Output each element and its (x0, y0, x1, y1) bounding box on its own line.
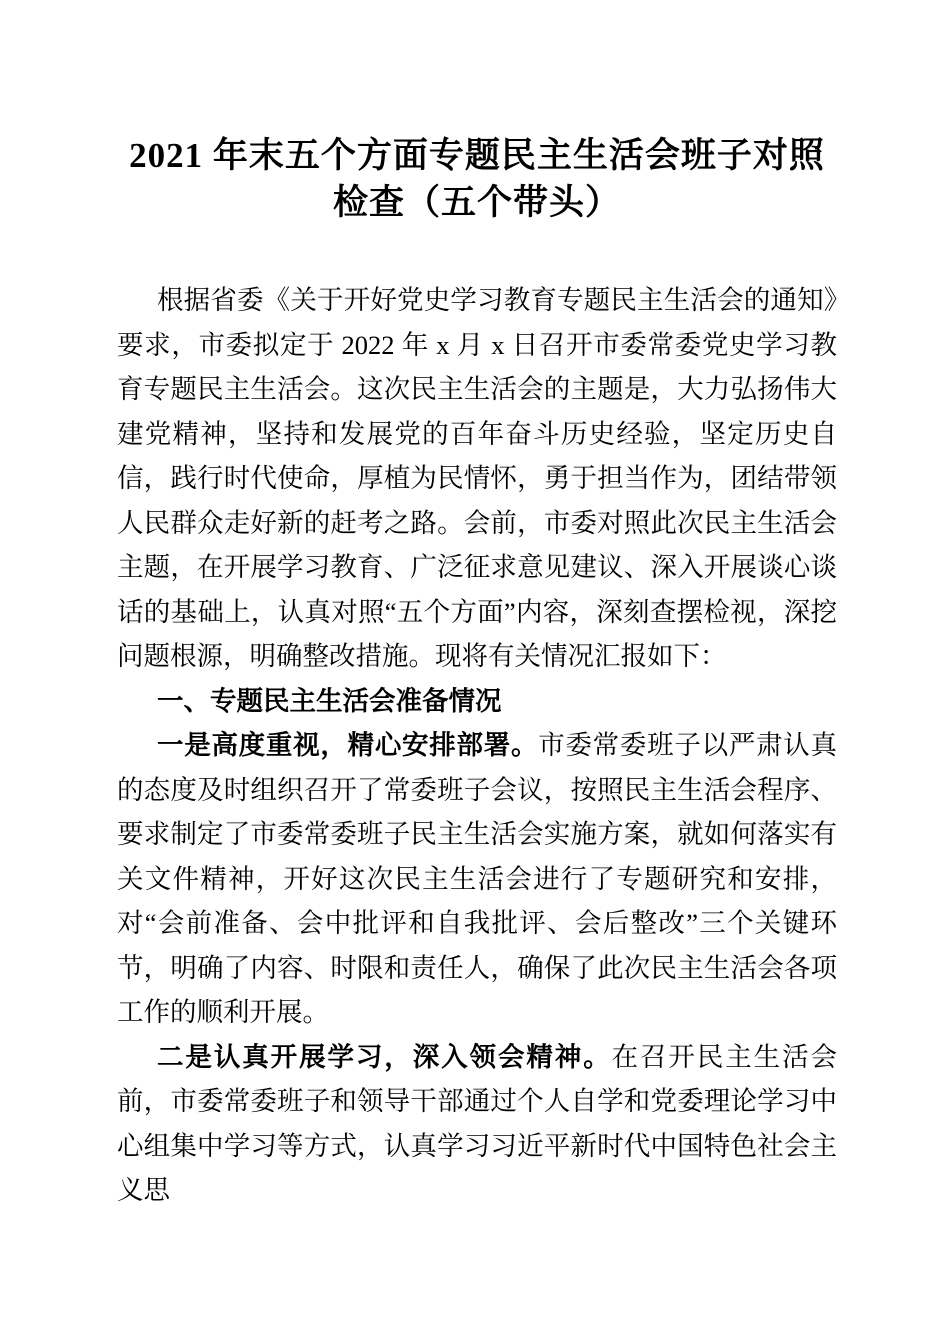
document-title-line-1: 2021 年末五个方面专题民主生活会班子对照 (129, 136, 825, 175)
section-1-paragraph-2-text: 在召开民主生活会前，市委常委班子和领导干部通过个人自学和党委理论学习中心组集中学习等方式，认真学习习近平新时代中国特色社会主义思 (117, 1041, 838, 1205)
section-1-paragraph-1-lead: 一是高度重视，精心安排部署。 (157, 730, 539, 760)
intro-paragraph: 根据省委《关于开好党史学习教育专题民主生活会的通知》要求，市委拟定于 2022 年 x 月 x 日召开市委常委党史学习教育专题民主生活会。这次民主生活会的主题是，大力弘扬伟大建党精神，坚持和发展党的百年奋斗历史经验，坚定历史自信，践行时代使命，厚植为民情怀，勇于担当作为，团结带领人民群众走好新的赶考之路。会前，市委对照此次民主生活会主题，在开展学习教育、广泛征求意见建议、深入开展谈心谈话的基础上，认真对照“五个方面”内容，深刻查摆检视，深挖问题根源，明确整改措施。现将有关情况汇报如下： (117, 285, 837, 671)
section-1-heading: 一、专题民主生活会准备情况 (157, 685, 502, 716)
section-1-paragraph-2-lead: 二是认真开展学习，深入领会精神。 (157, 1041, 612, 1072)
section-1-paragraph-1 (117, 723, 837, 1035)
document-title (117, 132, 837, 226)
section-1-paragraph-2 (117, 1035, 837, 1213)
document-title-line-2: 检查（五个带头） (332, 183, 621, 222)
section-1-paragraph-1-text: 市委常委班子以严肃认真的态度及时组织召开了常委班子会议，按照民主生活会程序、要求制定了市委常委班子民主生活会实施方案，就如何落实有关文件精神，开好这次民主生活会进行了专题研究和安排，对“会前准备、会中批评和自我批评、会后整改”三个关键环节，明确了内容、时限和责任人，确保了此次民主生活会各项工作的顺利开展。 (117, 730, 838, 1027)
document-body (117, 278, 837, 1213)
